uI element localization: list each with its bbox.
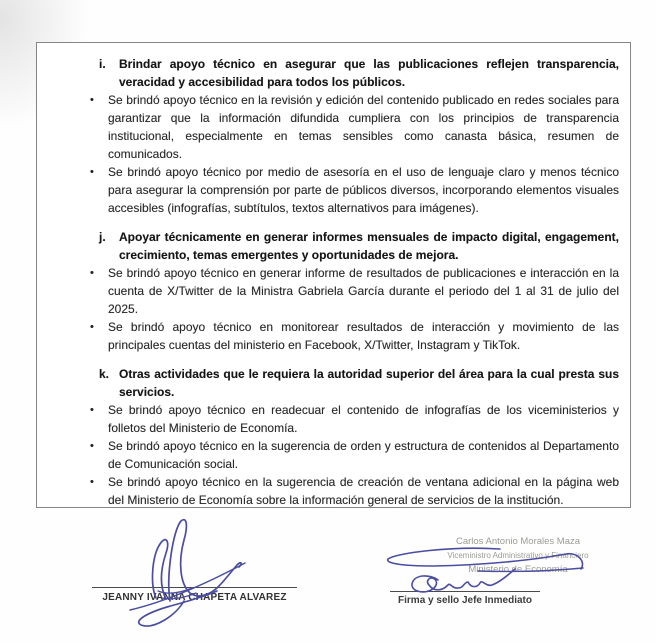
section-i-heading-text: Brindar apoyo técnico en asegurar que las publicaciones reflejen transparencia, veracidad y accesibilidad para todos los públicos. <box>119 57 619 89</box>
document-body <box>37 43 630 509</box>
bullet-marker: • <box>90 94 94 106</box>
section-j-heading <box>99 228 619 264</box>
bullet-marker: • <box>90 440 94 452</box>
bullet-marker: • <box>90 267 94 279</box>
signatory-name-left: JEANNY IVANNA CHAPETA ALVAREZ <box>102 592 287 603</box>
bullet-item <box>90 437 619 473</box>
bullet-text: Se brindó apoyo técnico en generar informe de resultados de publicaciones e interacción en la cuenta de X/Twitter de la Ministra Gabriela García durante el periodo del 1 al 31 de julio del 2025. <box>108 266 619 316</box>
signature-scribble-right <box>382 540 590 600</box>
bullet-text: Se brindó apoyo técnico en monitorear resultados de interacción y movimiento de las principales cuentas del ministerio en Facebook, X/Twitter, Instagram y TikTok. <box>108 320 619 352</box>
bullet-text: Se brindó apoyo técnico por medio de asesoría en el uso de lenguaje claro y menos técnico para asegurar la comprensión por parte de públicos diversos, incorporando elementos visuales accesibles (infografías, subtítulos, textos alternativos para imágenes). <box>108 165 619 215</box>
signature-scribble-left <box>118 514 268 640</box>
bullet-item <box>90 473 619 509</box>
bullet-text: Se brindó apoyo técnico en la revisión y edición del contenido publicado en redes sociales para garantizar que la información difundida cumpliera con los principios de transparencia institucional, especialmente en temas sensibles como canasta básica, resumen de comunicados. <box>108 93 619 161</box>
signature-caption-right: Firma y sello Jefe Inmediato <box>398 595 532 606</box>
bullet-marker: • <box>90 166 94 178</box>
section-k <box>90 365 619 509</box>
bullet-text: Se brindó apoyo técnico en la sugerencia de creación de ventana adicional en la página web del Ministerio de Economía sobre la información general de servicios de la institución. <box>108 475 619 507</box>
document-text-frame <box>36 42 631 508</box>
stamp-title: Viceministro Administrativo y Financiero <box>447 551 589 560</box>
section-j <box>90 228 619 354</box>
section-i-marker: i. <box>99 57 106 71</box>
section-k-heading <box>99 365 619 401</box>
bullet-marker: • <box>90 404 94 416</box>
stamp-name: Carlos Antonio Morales Maza <box>455 536 581 547</box>
section-j-marker: j. <box>99 230 106 244</box>
bullet-item <box>90 401 619 437</box>
bullet-text: Se brindó apoyo técnico en la sugerencia de orden y estructura de contenidos al Departamento de Comunicación social. <box>108 439 619 471</box>
section-i <box>90 55 619 217</box>
section-k-heading-text: Otras actividades que le requiera la autoridad superior del área para la cual presta sus servicios. <box>119 367 619 399</box>
bullet-item <box>90 318 619 354</box>
section-j-heading-text: Apoyar técnicamente en generar informes mensuales de impacto digital, engagement, crecimiento, temas emergentes y oportunidades de mejora. <box>119 230 619 262</box>
stamp-org: Ministerio de Economía <box>468 564 568 575</box>
section-k-marker: k. <box>99 367 110 381</box>
section-i-heading <box>99 55 619 91</box>
bullet-item <box>90 91 619 163</box>
bullet-text: Se brindó apoyo técnico en readecuar el contenido de infografías de los viceministerios y folletos del Ministerio de Economía. <box>108 403 619 435</box>
bullet-item <box>90 264 619 318</box>
bullet-marker: • <box>90 321 94 333</box>
bullet-item <box>90 163 619 217</box>
bullet-marker: • <box>90 476 94 488</box>
